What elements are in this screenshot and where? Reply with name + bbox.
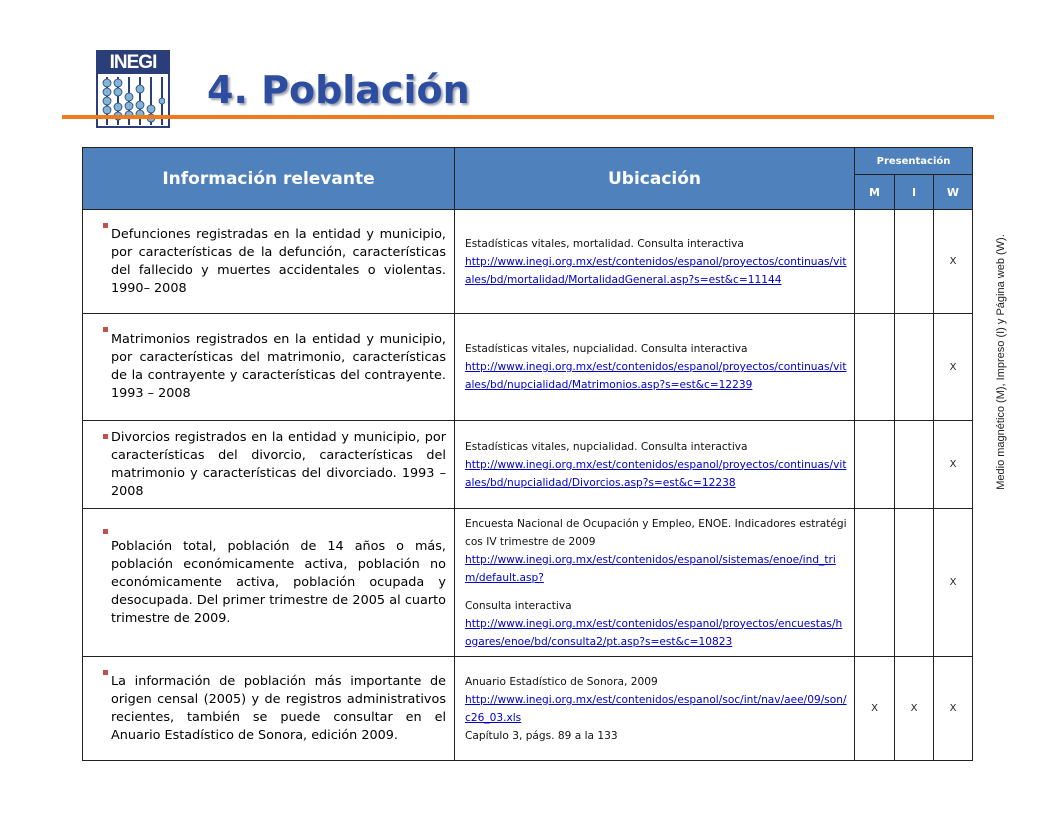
location-text: Anuario Estadístico de Sonora, 2009 bbox=[465, 675, 658, 688]
mark-i bbox=[895, 509, 934, 657]
bullet-icon bbox=[103, 529, 108, 534]
location-link[interactable]: http://www.inegi.org.mx/est/contenidos/espanol/proyectos/continuas/vitales/bd/nupcialidad/Matrimonios.asp?s=est&c=12239 bbox=[465, 361, 847, 391]
table-row bbox=[83, 210, 973, 314]
bullet-icon bbox=[103, 670, 108, 675]
location-link[interactable]: http://www.inegi.org.mx/est/contenidos/espanol/sistemas/enoe/ind_trim/default.asp? bbox=[465, 553, 836, 584]
col-header-ubicacion: Ubicación bbox=[455, 148, 855, 210]
info-cell: Población total, población de 14 años o más, población económicamente activa, población no económicamente activa, población ocupada y desocupada. Del primer trimestre de 2005 al cuarto trimestre de 2009. bbox=[83, 509, 455, 657]
header-divider bbox=[62, 115, 994, 119]
bullet-icon bbox=[103, 327, 108, 332]
location-link[interactable]: http://www.inegi.org.mx/est/contenidos/espanol/proyectos/continuas/vitales/bd/mortalidad/MortalidadGeneral.asp?s=est&c=11144 bbox=[465, 255, 847, 286]
info-cell: La información de población más importante de origen censal (2005) y de registros administrativos recientes, también se puede consultar en el Anuario Estadístico de Sonora, edición 2009. bbox=[83, 657, 455, 761]
mark-w: X bbox=[934, 509, 973, 657]
location-text: Estadísticas vitales, mortalidad. Consulta interactiva bbox=[465, 237, 744, 250]
mark-i: X bbox=[895, 657, 934, 761]
col-header-w: W bbox=[934, 175, 973, 210]
location-link[interactable]: http://www.inegi.org.mx/est/contenidos/espanol/soc/int/nav/aee/09/son/c26_03.xls bbox=[465, 693, 847, 724]
mark-w: X bbox=[934, 314, 973, 421]
mark-m bbox=[855, 210, 895, 314]
location-cell bbox=[455, 314, 855, 421]
location-cell bbox=[455, 210, 855, 314]
info-cell: Matrimonios registrados en la entidad y municipio, por características del matrimonio, características de la contrayente y características del contrayente. 1993 – 2008 bbox=[83, 314, 455, 421]
table-row bbox=[83, 314, 973, 421]
mark-w: X bbox=[934, 421, 973, 509]
table-row bbox=[83, 657, 973, 761]
location-link-2[interactable]: http://www.inegi.org.mx/est/contenidos/espanol/proyectos/encuestas/hogares/enoe/bd/consulta2/pt.asp?s=est&c=10823 bbox=[465, 617, 843, 648]
col-header-m: M bbox=[855, 175, 895, 210]
table-row bbox=[83, 509, 973, 657]
bullet-icon bbox=[103, 223, 108, 228]
location-cell bbox=[455, 421, 855, 509]
mark-m bbox=[855, 421, 895, 509]
mark-m: X bbox=[855, 657, 895, 761]
mark-i bbox=[895, 421, 934, 509]
location-text-2: Capítulo 3, págs. 89 a la 133 bbox=[465, 729, 618, 742]
location-text-2: Consulta interactiva bbox=[465, 599, 572, 612]
col-header-info: Información relevante bbox=[83, 148, 455, 210]
location-text: Estadísticas vitales, nupcialidad. Consulta interactiva bbox=[465, 343, 748, 355]
location-cell bbox=[455, 657, 855, 761]
info-cell: Divorcios registrados en la entidad y municipio, por características del divorcio, características del matrimonio y características del divorciado. 1993 – 2008 bbox=[83, 421, 455, 509]
bullet-icon bbox=[103, 434, 108, 439]
col-header-presentacion: Presentación bbox=[855, 148, 973, 175]
mark-w: X bbox=[934, 657, 973, 761]
presentation-legend bbox=[990, 147, 1012, 577]
location-text: Estadísticas vitales, nupcialidad. Consulta interactiva bbox=[465, 440, 748, 453]
mark-i bbox=[895, 210, 934, 314]
col-header-i: I bbox=[895, 175, 934, 210]
mark-i bbox=[895, 314, 934, 421]
page-title: 4. Población bbox=[207, 68, 470, 112]
mark-m bbox=[855, 314, 895, 421]
legend-text: Medio magnético (M), Impreso (I) y Página web (W). bbox=[995, 234, 1007, 490]
logo-text: INEGI bbox=[98, 52, 168, 74]
table-row bbox=[83, 421, 973, 509]
mark-w: X bbox=[934, 210, 973, 314]
location-cell bbox=[455, 509, 855, 657]
info-cell: Defunciones registradas en la entidad y municipio, por características de la defunción, características del fallecido y muertes accidentales o violentas. 1990– 2008 bbox=[83, 210, 455, 314]
location-text: Encuesta Nacional de Ocupación y Empleo, ENOE. Indicadores estratégicos IV trimestre de 2009 bbox=[465, 517, 847, 548]
info-table bbox=[82, 147, 973, 761]
mark-m bbox=[855, 509, 895, 657]
location-link[interactable]: http://www.inegi.org.mx/est/contenidos/espanol/proyectos/continuas/vitales/bd/nupcialidad/Divorcios.asp?s=est&c=12238 bbox=[465, 458, 847, 489]
